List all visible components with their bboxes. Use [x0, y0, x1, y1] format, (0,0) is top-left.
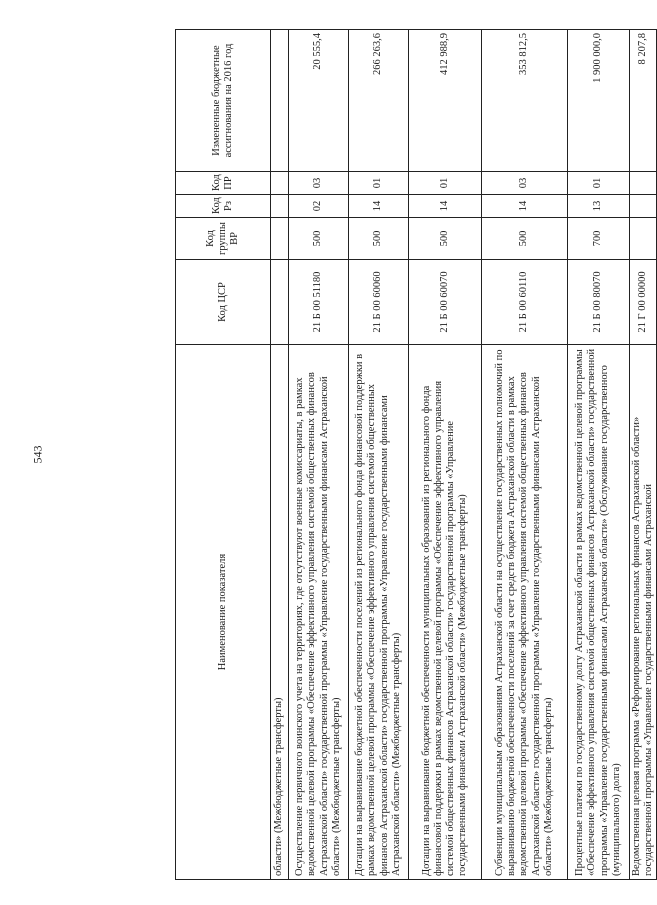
row-rz: 14 [349, 195, 409, 218]
row-pr: 01 [349, 172, 409, 195]
row-sum: 20 555,4 [289, 30, 349, 172]
header-pr: Код ПР [176, 172, 271, 195]
row-sum: 266 263,6 [349, 30, 409, 172]
header-csr: Код ЦСР [176, 260, 271, 345]
table-row [409, 30, 482, 880]
table-row [289, 30, 349, 880]
row-name: Дотации на выравнивание бюджетной обеспеченности муниципальных образований из регионального фонда финансовой поддержки в рамках ведомственной целевой программы «Обеспечение эффективного управления системой общественных финансов Астраханской области» государственной программы «Управление государственными финансами Астраханской области» (Межбюджетные трансферты) [409, 345, 482, 880]
row-name: Процентные платежи по государственному долгу Астраханской области в рамках ведомственной целевой программы «Обеспечение эффективного управления системой общественных финансов Астраханской области» государственной программы «Управление государственными финансами Астраханской области» (Обслуживание государственного (муниципального) долга) [568, 345, 630, 880]
row-sum: 1 900 000,0 [568, 30, 630, 172]
row-vr: 500 [482, 218, 568, 260]
row-name: Субвенции муниципальным образованиям Астраханской области на осуществление государственных полномочий по выравниванию бюджетной обеспеченности поселений за счет средств бюджета Астраханской области в рамках ведомственной целевой программы «Обеспечение эффективного управления системой общественных финансов Астраханской области» государственной программы «Управление государственными финансами Астраханской области» (Межбюджетные трансферты) [482, 345, 568, 880]
rotated-table-wrapper [175, 30, 655, 880]
row-pr [630, 172, 657, 195]
row-pr: 01 [409, 172, 482, 195]
row-pr: 03 [289, 172, 349, 195]
row-sum: 353 812,5 [482, 30, 568, 172]
row-rz: 14 [409, 195, 482, 218]
row-csr: 21 Г 00 00000 [630, 260, 657, 345]
row-name: области» (Межбюджетные трансферты) [271, 345, 289, 880]
table-header-row [176, 30, 271, 880]
row-rz: 02 [289, 195, 349, 218]
row-name: Дотации на выравнивание бюджетной обеспеченности поселений из регионального фонда финансовой поддержки в рамках ведомственной целевой программы «Обеспечение эффективного управления системой общественных финансов Астраханской области» государственной программы «Управление государственными финансами Астраханской области» (Межбюджетные трансферты) [349, 345, 409, 880]
table-row [482, 30, 568, 880]
header-name: Наименование показателя [176, 345, 271, 880]
header-vr: Код группы ВР [176, 218, 271, 260]
table-row [630, 30, 657, 880]
row-vr: 500 [349, 218, 409, 260]
row-vr [630, 218, 657, 260]
row-csr: 21 Б 00 51180 [289, 260, 349, 345]
row-vr: 500 [409, 218, 482, 260]
table-row [271, 30, 289, 880]
row-name: Осуществление первичного воинского учета на территориях, где отсутствуют военные комиссариаты, в рамках ведомственной целевой программы «Обеспечение эффективного управления системой общественных финансов Астраханской области» государственной программы «Управление государственными финансами Астраханской области» (Межбюджетные трансферты) [289, 345, 349, 880]
header-sum: Измененные бюджетные ассигнования на 2016 год [176, 30, 271, 172]
row-pr: 03 [482, 172, 568, 195]
page-number: 543 [30, 445, 45, 464]
row-pr: 01 [568, 172, 630, 195]
row-sum: 8 207,8 [630, 30, 657, 172]
row-csr: 21 Б 00 80070 [568, 260, 630, 345]
row-rz [630, 195, 657, 218]
row-csr: 21 Б 00 60110 [482, 260, 568, 345]
row-csr: 21 Б 00 60070 [409, 260, 482, 345]
budget-table [175, 29, 657, 880]
row-name: Ведомственная целевая программа «Реформирование региональных финансов Астраханской области» государственной программы «Управление государственными финансами Астраханской [630, 345, 657, 880]
row-vr: 500 [289, 218, 349, 260]
row-sum: 412 988,9 [409, 30, 482, 172]
table-row [568, 30, 630, 880]
row-csr: 21 Б 00 60060 [349, 260, 409, 345]
header-rz: Код Рз [176, 195, 271, 218]
row-vr: 700 [568, 218, 630, 260]
row-rz: 14 [482, 195, 568, 218]
table-row [349, 30, 409, 880]
row-rz: 13 [568, 195, 630, 218]
